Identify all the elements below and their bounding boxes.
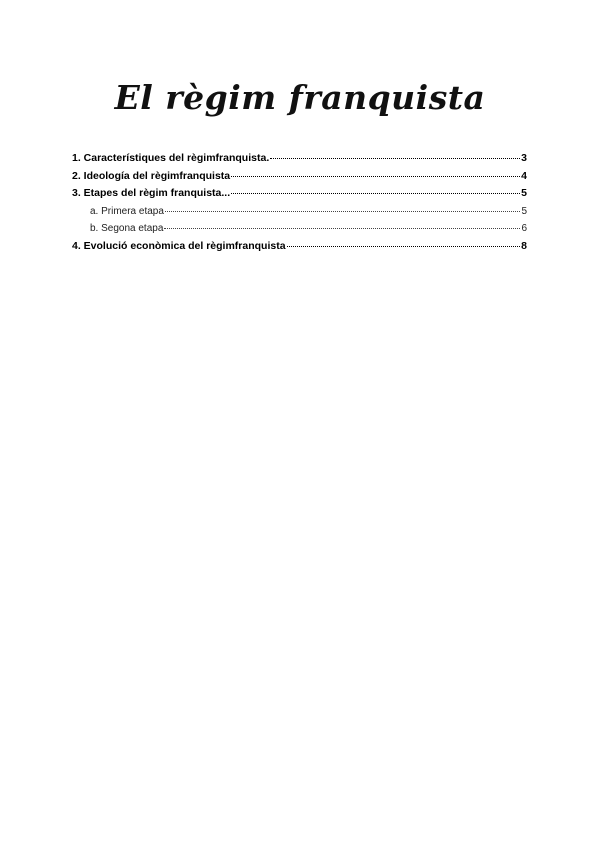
- toc-leader-dots: [231, 164, 520, 177]
- toc-leader-dots: [164, 216, 520, 229]
- toc-entry-label: a. Primera etapa: [90, 205, 164, 217]
- toc-entry-page: 6: [521, 223, 527, 234]
- toc-entry-evolucio-economica[interactable]: [72, 236, 527, 254]
- toc-entry-page: 3: [521, 152, 527, 164]
- toc-entry-label: 4. Evolució econòmica del règimfranquista: [72, 239, 286, 252]
- toc-entry-page: 4: [521, 169, 527, 182]
- toc-entry-page: 5: [521, 187, 527, 199]
- toc-entry-page: 5: [521, 205, 527, 217]
- toc-entry-page: 8: [521, 239, 527, 252]
- toc-entry-label: 2. Ideología del règimfranquista: [72, 169, 231, 182]
- toc-entry-label: 3. Etapes del règim franquista...: [72, 187, 231, 199]
- document-title: El règim franquista: [114, 78, 486, 117]
- toc-leader-dots: [231, 181, 520, 194]
- toc-leader-dots: [165, 199, 521, 212]
- toc-entry-label: b. Segona etapa: [90, 223, 164, 234]
- table-of-contents: [72, 148, 527, 253]
- toc-leader-dots: [270, 146, 520, 159]
- toc-entry-label: 1. Característiques del règimfranquista.: [72, 152, 270, 164]
- toc-leader-dots: [287, 234, 521, 247]
